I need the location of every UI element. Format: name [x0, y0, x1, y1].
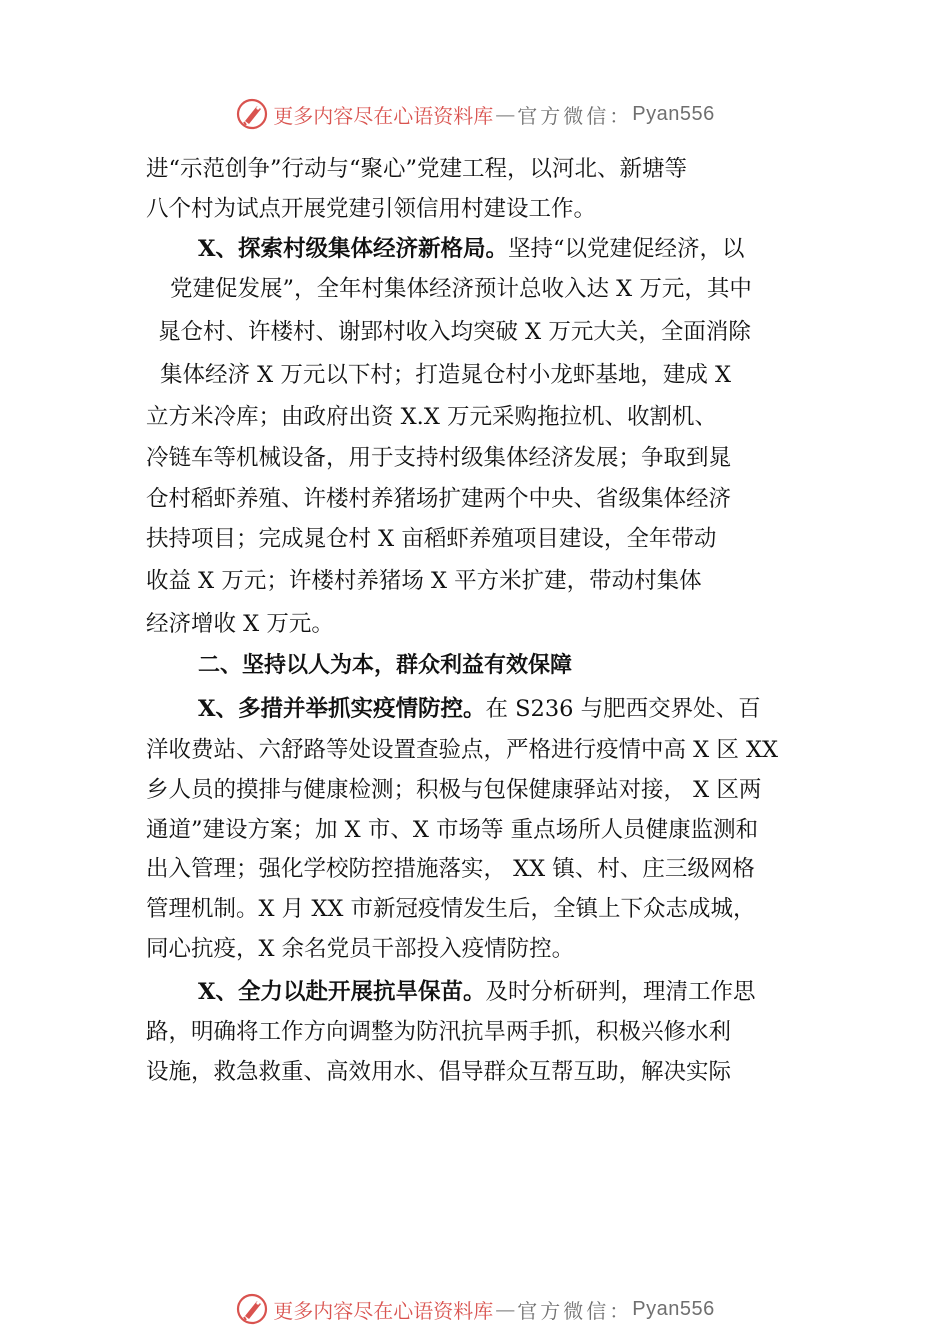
- paragraph-line: 经济增收 X 万元。: [146, 611, 334, 637]
- paragraph-line: 管理机制。X 月 XX 市新冠疫情发生后，全镇上下众志成城，: [146, 896, 756, 922]
- paragraph-line: 集体经济 X 万元以下村；打造晁仓村小龙虾基地，建成 X: [160, 362, 731, 388]
- watermark-wechat-label: 官方微信：: [517, 103, 633, 128]
- paragraph-line: X、多措并举抓实疫情防控。在 S236 与肥西交界处、百: [198, 696, 761, 722]
- paragraph-line: 党建促发展”，全年村集体经济预计总收入达 X 万元，其中: [170, 276, 752, 302]
- section-lead: X、探索村级集体经济新格局。: [198, 236, 508, 262]
- paragraph-line: 路，明确将工作方向调整为防汛抗旱两手抓，积极兴修水利: [146, 1019, 732, 1045]
- paragraph-line: 仓村稻虾养殖、许楼村养猪场扩建两个中央、省级集体经济: [146, 486, 732, 512]
- paragraph-line: 设施，救急救重、高效用水、倡导群众互帮互助，解决实际: [146, 1059, 732, 1085]
- watermark-brand: 更多内容尽在心语资料库: [273, 103, 494, 128]
- watermark-wechat-id: Pyan556: [632, 1297, 715, 1320]
- paragraph-line: 收益 X 万元；许楼村养猪场 X 平方米扩建，带动村集体: [146, 568, 702, 594]
- watermark-wechat-id: Pyan556: [632, 102, 715, 125]
- pen-nib-seal-icon: [235, 1292, 269, 1326]
- watermark-dash: —: [495, 102, 516, 126]
- watermark-wechat-label: 官方微信：: [517, 1298, 633, 1323]
- paragraph-line: 八个村为试点开展党建引领信用村建设工作。: [146, 196, 597, 222]
- paragraph-line: 进“示范创争”行动与“聚心”党建工程，以河北、新塘等: [146, 156, 688, 182]
- watermark-brand: 更多内容尽在心语资料库: [273, 1298, 494, 1323]
- paragraph-line: X、探索村级集体经济新格局。坚持“以党建促经济，以: [198, 236, 745, 262]
- header-watermark: [0, 94, 950, 134]
- section-heading: 二、坚持以人为本，群众利益有效保障: [198, 653, 573, 678]
- paragraph-line: 冷链车等机械设备，用于支持村级集体经济发展；争取到晁: [146, 445, 732, 471]
- paragraph-line: 扶持项目；完成晁仓村 X 亩稻虾养殖项目建设，全年带动: [146, 526, 717, 552]
- paragraph-line: 出入管理；强化学校防控措施落实， XX 镇、村、庄三级网格: [146, 856, 755, 882]
- footer-watermark: [0, 1289, 950, 1329]
- paragraph-line: 晁仓村、许楼村、谢郢村收入均突破 X 万元大关，全面消除: [158, 319, 751, 345]
- paragraph-line: 同心抗疫，X 余名党员干部投入疫情防控。: [146, 936, 575, 962]
- section-lead: X、多措并举抓实疫情防控。: [198, 696, 486, 722]
- section-lead: X、全力以赴开展抗旱保苗。: [198, 979, 486, 1005]
- paragraph-line: 乡人员的摸排与健康检测；积极与包保健康驿站对接， X 区两: [146, 777, 762, 803]
- paragraph-line: X、全力以赴开展抗旱保苗。及时分析研判，理清工作思: [198, 979, 756, 1005]
- paragraph-line: 洋收费站、六舒路等处设置查验点，严格进行疫情中高 X 区 XX: [146, 737, 779, 763]
- watermark-dash: —: [495, 1297, 516, 1321]
- paragraph-line: 立方米冷库；由政府出资 X.X 万元采购拖拉机、收割机、: [146, 404, 717, 430]
- pen-nib-seal-icon: [235, 97, 269, 131]
- paragraph-line: 通道”建设方案；加 X 市、X 市场等 重点场所人员健康监测和: [146, 817, 759, 843]
